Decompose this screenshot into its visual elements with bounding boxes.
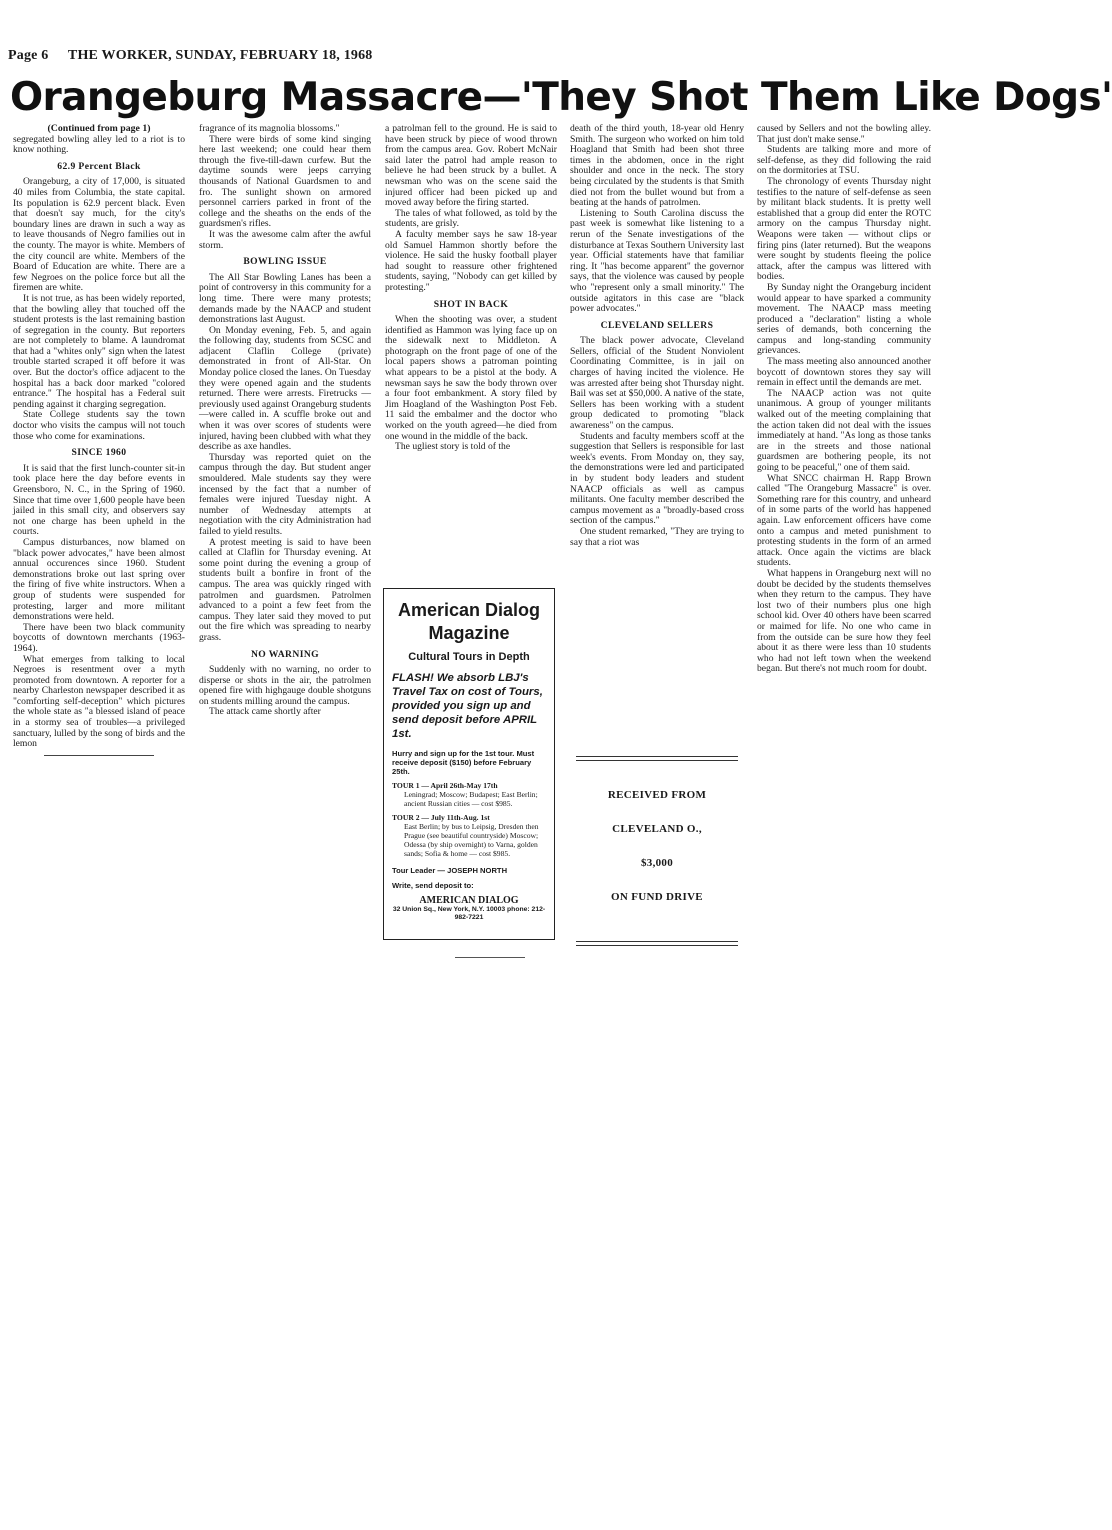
paragraph: State College students say the town doctor who visits the campus will not touch those who come for examinations. <box>13 409 185 442</box>
paragraph: caused by Sellers and not the bowling alley. That just don't make sense." <box>757 123 931 145</box>
paragraph: What happens in Orangeburg next will no doubt be decided by the students themselves when they return to the campus. They have lost two of their numbers plus one high school kid. Over 40 others have been scarred or maimed for life. No one who came in from the outside can be sure how they feel about it as there were less than 10 students who had not left town when the weekend began. But there's not much room for doubt. <box>757 567 931 675</box>
paragraph: It is not true, as has been widely reported, that the bowling alley that touched off the student protests is the last remaining bastion of segregation in the county. But reporters are not completely to blame. A laundromat that had a "whites only" sign when the latest trouble started scraped it off before it was over. But the doctor's office adjacent to the hospital has a back door marked "colored entrance." The hospital has a Federal suit pending against it charging segregation. <box>13 292 185 410</box>
headline: Orangeburg Massacre—'They Shot Them Like Dogs' <box>10 75 1112 120</box>
column-end-rule <box>44 755 154 756</box>
ad-write-line: Write, send deposit to: <box>392 881 474 891</box>
paragraph: A faculty member says he saw 18-year old Samuel Hammon shortly before the violence. He said the husky football player had sought to reassure other frightened students, saying, "Nobody can get killed by protesting." <box>385 228 557 293</box>
subhead-no-warning: NO WARNING <box>250 648 320 660</box>
paragraph: Students are talking more and more of self-defense, as they did following the raid on the dormitories at TSU. <box>757 144 931 177</box>
paragraph: Campus disturbances, now blamed on "black power advocates," have been almost annual occurences since 1960. Student demonstrations broke out last spring over the firing of five white instructors. When a group of students were suspended for protesting, larger and more militant demonstrations were held. <box>13 536 185 623</box>
article-column-5 <box>757 124 931 675</box>
fund-donor: CLEVELAND O., <box>612 823 702 835</box>
tour-2-heading: TOUR 2 — July 11th-Aug. 1st <box>392 813 490 823</box>
ad-tour-2 <box>392 814 546 858</box>
paragraph: The ugliest story is told of the <box>395 441 511 453</box>
subhead-shot-in-back: SHOT IN BACK <box>433 298 509 310</box>
paper-dateline: THE WORKER, SUNDAY, FEBRUARY 18, 1968 <box>67 48 373 63</box>
paragraph: It was the awesome calm after the awful storm. <box>199 228 371 251</box>
paragraph: One student remarked, "They are trying to say that a riot was <box>570 525 744 548</box>
paragraph: The attack came shortly after <box>209 706 321 718</box>
paragraph: a patrolman fell to the ground. He is said to have been struck by piece of wood thrown from the campus area. Gov. Robert McNair said later the patrol had ample reason to believe he had been struck by a bullet. A newsman who was on the scene said the injured officer had been picked up and moved away before the firing started. <box>385 123 557 209</box>
paragraph: The black power advocate, Cleveland Sellers, official of the Student Nonviolent Coordinating Committee, is in jail on charges of having incited the violence. He was arrested after being shot Thursday night. Bail was set at $50,000. A native of the state, Sellers has been working with a student group dedicated to promoting "black awareness" on the campus. <box>570 335 744 432</box>
paragraph: It is said that the first lunch-counter sit-in took place here the day before events in Greensboro, N. C., in the Spring of 1960. Since that time over 1,600 people have been jailed in this small city, and observers say not one charge has been upheld in the courts. <box>13 462 185 538</box>
article-column-3 <box>385 124 557 453</box>
paragraph: When the shooting was over, a student identified as Hammon was lying face up on the sidewalk next to Middleton. A photograph on the front page of one of the local papers shows a patroman pointing what appears to be a pistol at the body. A newsman says he saw the body thrown over a four foot embankment. A story filed by Jim Hoagland of the Washington Post Feb. 11 said the embalmer and the doctor who worked on the youth agreed—he died from one wound in the middle of the back. <box>385 314 557 442</box>
paragraph: Suddenly with no warning, no order to disperse or shots in the air, the patrolmen opened fire with highgauge double shotguns on students milling around the campus. <box>199 664 371 707</box>
paragraph: Students and faculty members scoff at the suggestion that Sellers is responsible for last week's events. From Monday on, they say, the demonstrations were led and participated in by student body leaders and student NAACP officials as well as campus militants. One faculty member described the campus movement as a "broadly-based cross section of the campus." <box>570 430 744 527</box>
article-column-4 <box>570 124 744 548</box>
american-dialog-ad <box>383 588 555 940</box>
fund-rule-top <box>576 756 738 761</box>
ad-tour-leader: Tour Leader — JOSEPH NORTH <box>392 866 508 876</box>
tour-2-details: East Berlin; by bus to Leipsig, Dresden then Prague (see beautiful countryside) Moscow; Odessa (by ship overnight) to Varna, golden sands; Sofia & home — cost $985. <box>404 822 539 858</box>
paragraph: There have been two black community boycotts of downtown merchants (1963-1964). <box>13 621 185 654</box>
tour-1-heading: TOUR 1 — April 26th-May 17th <box>392 781 498 790</box>
fund-amount: $3,000 <box>640 857 674 869</box>
paragraph: What SNCC chairman H. Rapp Brown called "The Orangeburg Massacre" is over. Something rare for this country, and unheard of in some parts of the world has happened again. Law enforcement officers have come onto a campus and meted punishment to protesting students in the form of an armed attack. Once again the victims are black students. <box>757 472 931 569</box>
subhead-cleveland-sellers: CLEVELAND SELLERS <box>600 319 714 331</box>
continued-line: (Continued from page 1) <box>47 123 151 134</box>
fund-drive-notice <box>570 756 744 946</box>
paragraph: Thursday was reported quiet on the campus through the day. But student anger smouldered. Male students say they were incensed by the fact that a number of females were injured Tuesday night. A number of Wednesday attempts at negotiation with the city Administration had failed to yield results. <box>199 451 371 537</box>
divider-rule <box>455 957 525 958</box>
page-number: Page 6 <box>8 48 49 63</box>
paragraph: A protest meeting is said to have been called at Claflin for Thursday evening. At some point during the evening a group of students built a bonfire in front of the campus. The area was quickly ringed with patrolmen and guardsmen. Patrolmen advanced to a point a few feet from the campus. They later said they moved to put out the fire which was spreading to nearby grass. <box>199 536 371 643</box>
paragraph: The chronology of events Thursday night testifies to the nature of self-defense as seen by militant black students. It is pretty well established that a group did enter the ROTC armory on the campus Thursday night. Weapons were taken — without clips or firing pins (later returned). But the weapons were sought by students fleeing the police attack, after the campus was littered with bodies. <box>757 175 931 283</box>
page-folio <box>8 48 373 64</box>
paragraph: segregated bowling alley led to a riot is to know nothing. <box>13 133 185 156</box>
paragraph: There were birds of some kind singing here last weekend; one could hear them through the five-till-dawn curfew. But the daytime sounds were jeeps carrying thousands of National Guardsmen to and fro. The sunlight shown on armored personnel carriers parked in front of the college and the sheaths on the ends of the guardsmen's rifles. <box>199 133 371 230</box>
article-column-2 <box>199 124 371 718</box>
fund-received-from: RECEIVED FROM <box>607 789 707 801</box>
paragraph: death of the third youth, 18-year old Henry Smith. The surgeon who worked on him told Hoagland that Smith had been shot three times in the abdomen, once in the right shoulder and once in the neck. The story being circulated by the students is that Smith died not from the bullet wound but from a beating at the hands of patrolmen. <box>570 123 744 209</box>
ad-organization: AMERICAN DIALOG <box>419 895 519 907</box>
fund-rule-bottom <box>576 941 738 946</box>
article-column-1 <box>13 124 185 756</box>
subhead-bowling-issue: BOWLING ISSUE <box>243 256 327 268</box>
fund-drive-label: ON FUND DRIVE <box>611 891 703 903</box>
paragraph: By Sunday night the Orangeburg incident would appear to have sparked a community movement. The NAACP mass meeting produced a "declaration" listing a whole series of demands, both concerning the campus and long-standing community grievances. <box>757 281 931 357</box>
ad-tour-1 <box>392 782 546 808</box>
paragraph: The All Star Bowling Lanes has been a point of controversy in this community for a long time. There were many protests; demands made by the NAACP and student demonstrations last August. <box>199 271 371 326</box>
ad-title: American Dialog Magazine <box>397 600 541 643</box>
paragraph: Orangeburg, a city of 17,000, is situated 40 miles from Columbia, the state capital. Its population is 62.9 percent black. Even that doesn't say much, for the city's boundary lines are drawn in such a way as to leave thousands of Negro families out in the county. The mayor is white. Members of the city council are white. Members of the Board of Education are white. There are a few Negroes on the police force but all the firemen are white. <box>13 176 185 294</box>
paragraph: What emerges from talking to local Negroes is resentment over a myth promoted from downtown. A reporter for a nearby Charleston newspaper described it as "comforting self-deception" which pictures the whole state as "a blessed island of peace in a stormy sea of troubles—a privileged sanctuary, lulled by the song of birds and the lemon <box>13 653 185 750</box>
paragraph: On Monday evening, Feb. 5, and again the following day, students from SCSC and adjacent Claflin College (private) demonstrated in front of All-Star. On Monday police closed the lanes. On Tuesday they were opened again and the students returned. There were arrests. Firetrucks — previously used against Orangeburg students—were called in. A scuffle broke out and when it was over scores of students were injured, having been clubbed with what they describe as axe handles. <box>199 324 371 453</box>
paragraph: The tales of what followed, as told by the students, are grisly. <box>385 207 557 230</box>
paragraph: fragrance of its magnolia blossoms." <box>199 123 340 134</box>
subhead-since-1960: SINCE 1960 <box>71 447 127 459</box>
ad-flash-notice: FLASH! We absorb LBJ's Travel Tax on cost of Tours, provided you sign up and send deposit before APRIL 1st. <box>392 672 543 740</box>
ad-deposit-notice: Hurry and sign up for the 1st tour. Must receive deposit ($150) before February 25th. <box>392 749 535 776</box>
paragraph: The NAACP action was not quite unanimous. A group of younger militants walked out of the meeting complaining that the action taken did not deal with the issues immediately at hand. "As long as those tanks are in the streets and those national guardsmen are bothering people, its not going to be peaceful," one of them said. <box>757 387 931 473</box>
ad-subtitle: Cultural Tours in Depth <box>408 651 530 663</box>
tour-1-details: Leningrad; Moscow; Budapest; East Berlin; ancient Russian cities — cost $985. <box>404 789 538 808</box>
subhead-percent-black: 62.9 Percent Black <box>57 160 141 172</box>
paragraph: Listening to South Carolina discuss the past week is somewhat like listening to a rerun of the Senate investigations of the disturbance at Texas Southern University last year. Official statements have that familiar ring. It "has become apparent" the governor says, that the violence was caused by people who "represent only a small minority." The outside agitators in this case are "black power advocates." <box>570 207 744 315</box>
ad-address: 32 Union Sq., New York, N.Y. 10003 phone: 212-982-7221 <box>392 906 546 922</box>
paragraph: The mass meeting also announced another boycott of downtown stores they say will remain in effect until the demands are met. <box>757 356 931 389</box>
